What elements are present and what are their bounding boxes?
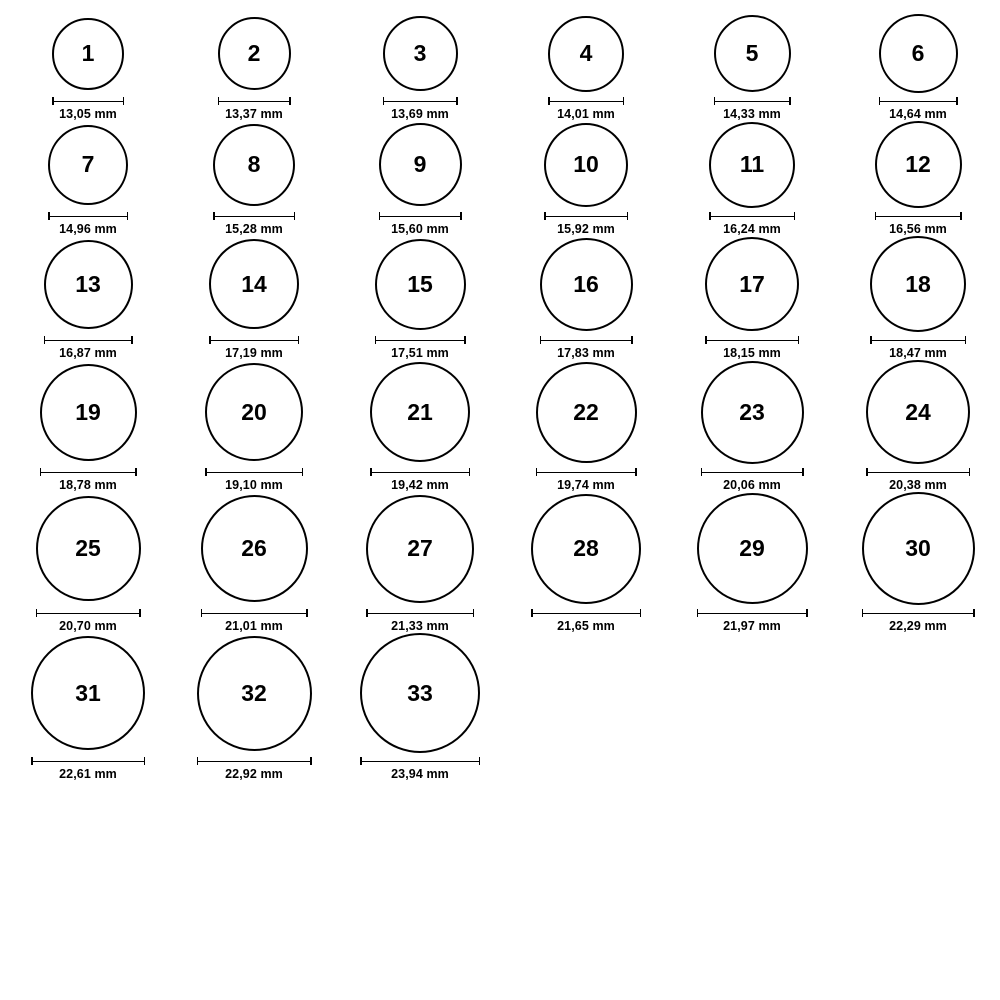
diameter-measure: [218, 97, 291, 121]
diameter-label: 17,83 mm: [557, 346, 615, 360]
ring-size-cell[interactable]: [176, 360, 332, 492]
ring-circle-icon: [366, 495, 474, 603]
ring-size-number: 9: [413, 151, 427, 177]
ring-size-cell[interactable]: [840, 360, 996, 492]
diameter-label: 16,56 mm: [889, 222, 947, 236]
measure-bar-icon: [201, 609, 308, 617]
diameter-label: 18,78 mm: [59, 478, 117, 492]
diameter-measure: [536, 468, 637, 492]
diameter-measure: [383, 97, 458, 121]
measure-bar-icon: [548, 97, 624, 105]
measure-bar-icon: [701, 468, 804, 476]
measure-bar-icon: [197, 757, 312, 765]
diameter-measure: [540, 336, 633, 360]
diameter-measure: [862, 609, 975, 633]
ring-circle-icon: [879, 14, 958, 93]
ring-circle-wrap: [370, 360, 470, 464]
ring-size-cell[interactable]: [508, 360, 664, 492]
ring-circle-wrap: [218, 14, 291, 93]
ring-size-number: 10: [573, 151, 599, 177]
ring-circle-wrap: [201, 492, 308, 605]
ring-size-cell[interactable]: [508, 492, 664, 633]
ring-circle-wrap: [862, 492, 975, 605]
ring-circle-icon: [201, 495, 308, 602]
ring-size-cell[interactable]: [674, 121, 830, 236]
ring-size-cell[interactable]: [508, 236, 664, 360]
ring-circle-wrap: [879, 14, 958, 93]
ring-circle-icon: [218, 17, 291, 90]
size-row: [0, 633, 1000, 781]
ring-circle-wrap: [36, 492, 141, 605]
measure-bar-icon: [218, 97, 291, 105]
ring-size-cell[interactable]: [176, 633, 332, 781]
diameter-label: 22,61 mm: [59, 767, 117, 781]
ring-circle-icon: [52, 18, 124, 90]
measure-bar-icon: [379, 212, 462, 220]
diameter-label: 16,24 mm: [723, 222, 781, 236]
ring-size-cell[interactable]: [342, 14, 498, 121]
diameter-measure: [375, 336, 466, 360]
ring-size-cell[interactable]: [176, 121, 332, 236]
ring-circle-wrap: [548, 14, 624, 93]
ring-circle-wrap: [48, 121, 128, 208]
diameter-measure: [213, 212, 295, 236]
diameter-label: 13,37 mm: [225, 107, 283, 121]
ring-size-cell[interactable]: [342, 121, 498, 236]
ring-circle-icon: [205, 363, 303, 461]
diameter-measure: [31, 757, 145, 781]
diameter-label: 23,94 mm: [391, 767, 449, 781]
ring-circle-icon: [701, 361, 804, 464]
diameter-label: 21,33 mm: [391, 619, 449, 633]
measure-bar-icon: [870, 336, 966, 344]
measure-bar-icon: [705, 336, 799, 344]
ring-size-cell[interactable]: [176, 236, 332, 360]
ring-size-cell[interactable]: [674, 492, 830, 633]
diameter-measure: [544, 212, 628, 236]
ring-circle-wrap: [714, 14, 791, 93]
ring-size-cell[interactable]: [674, 14, 830, 121]
diameter-label: 19,42 mm: [391, 478, 449, 492]
ring-circle-wrap: [866, 360, 970, 464]
ring-circle-icon: [862, 492, 975, 605]
size-row: [0, 360, 1000, 492]
ring-size-number: 4: [579, 40, 593, 66]
diameter-label: 19,74 mm: [557, 478, 615, 492]
size-row: [0, 14, 1000, 121]
ring-size-cell[interactable]: [342, 360, 498, 492]
ring-circle-wrap: [544, 121, 628, 208]
ring-size-cell[interactable]: [342, 236, 498, 360]
ring-size-cell[interactable]: [674, 236, 830, 360]
ring-size-number: 13: [75, 270, 101, 297]
ring-size-number: 20: [241, 398, 267, 425]
ring-circle-icon: [870, 236, 966, 332]
ring-size-number: 2: [247, 40, 261, 66]
ring-size-number: 25: [75, 535, 101, 561]
diameter-label: 13,69 mm: [391, 107, 449, 121]
ring-circle-icon: [209, 239, 299, 329]
diameter-label: 17,19 mm: [225, 346, 283, 360]
ring-circle-wrap: [52, 14, 124, 93]
ring-size-number: 33: [407, 679, 433, 706]
ring-circle-wrap: [213, 121, 295, 208]
ring-size-cell[interactable]: [10, 360, 166, 492]
ring-circle-icon: [36, 496, 141, 601]
measure-bar-icon: [44, 336, 133, 344]
measure-bar-icon: [360, 757, 480, 765]
ring-circle-wrap: [383, 14, 458, 93]
diameter-measure: [714, 97, 791, 121]
diameter-label: 21,97 mm: [723, 619, 781, 633]
measure-bar-icon: [875, 212, 962, 220]
ring-circle-icon: [48, 125, 128, 205]
ring-size-number: 15: [407, 270, 433, 297]
ring-circle-wrap: [870, 236, 966, 332]
ring-size-cell[interactable]: [10, 14, 166, 121]
ring-circle-icon: [40, 364, 137, 461]
ring-circle-icon: [714, 15, 791, 92]
diameter-label: 18,47 mm: [889, 346, 947, 360]
ring-circle-wrap: [205, 360, 303, 464]
measure-bar-icon: [697, 609, 808, 617]
ring-size-number: 14: [241, 270, 267, 297]
diameter-measure: [866, 468, 970, 492]
ring-size-number: 24: [905, 398, 931, 425]
ring-circle-wrap: [44, 236, 133, 332]
diameter-label: 22,29 mm: [889, 619, 947, 633]
diameter-label: 15,92 mm: [557, 222, 615, 236]
ring-size-number: 7: [81, 151, 95, 177]
ring-circle-icon: [31, 636, 145, 750]
diameter-label: 21,65 mm: [557, 619, 615, 633]
diameter-measure: [209, 336, 299, 360]
measure-bar-icon: [879, 97, 958, 105]
measure-bar-icon: [714, 97, 791, 105]
diameter-label: 15,28 mm: [225, 222, 283, 236]
measure-bar-icon: [370, 468, 470, 476]
ring-circle-icon: [531, 494, 641, 604]
measure-bar-icon: [213, 212, 295, 220]
ring-size-cell[interactable]: [508, 14, 664, 121]
ring-circle-wrap: [875, 121, 962, 208]
measure-bar-icon: [544, 212, 628, 220]
diameter-label: 22,92 mm: [225, 767, 283, 781]
ring-circle-icon: [370, 362, 470, 462]
ring-circle-icon: [44, 240, 133, 329]
ring-size-number: 19: [75, 398, 101, 425]
ring-size-cell[interactable]: [840, 121, 996, 236]
ring-size-cell[interactable]: [342, 492, 498, 633]
ring-size-cell[interactable]: [674, 360, 830, 492]
ring-size-number: 12: [905, 151, 931, 177]
ring-circle-icon: [375, 239, 466, 330]
ring-size-cell[interactable]: [10, 236, 166, 360]
diameter-measure: [52, 97, 124, 121]
measure-bar-icon: [209, 336, 299, 344]
ring-circle-icon: [697, 493, 808, 604]
ring-circle-icon: [875, 121, 962, 208]
ring-size-cell[interactable]: [508, 121, 664, 236]
diameter-measure: [205, 468, 303, 492]
diameter-label: 14,64 mm: [889, 107, 947, 121]
ring-circle-icon: [866, 360, 970, 464]
diameter-measure: [370, 468, 470, 492]
diameter-measure: [697, 609, 808, 633]
diameter-measure: [709, 212, 795, 236]
measure-bar-icon: [36, 609, 141, 617]
ring-size-number: 26: [241, 535, 267, 561]
ring-size-number: 11: [739, 151, 765, 177]
ring-size-number: 17: [739, 270, 765, 297]
diameter-measure: [44, 336, 133, 360]
measure-bar-icon: [31, 757, 145, 765]
ring-size-number: 1: [81, 40, 95, 66]
diameter-measure: [705, 336, 799, 360]
ring-size-number: 32: [241, 679, 267, 706]
size-row: [0, 492, 1000, 633]
diameter-label: 17,51 mm: [391, 346, 449, 360]
measure-bar-icon: [205, 468, 303, 476]
ring-circle-wrap: [375, 236, 466, 332]
ring-circle-icon: [536, 362, 637, 463]
ring-size-number: 3: [413, 40, 427, 66]
diameter-measure: [366, 609, 474, 633]
diameter-label: 20,06 mm: [723, 478, 781, 492]
ring-circle-wrap: [697, 492, 808, 605]
ring-size-cell[interactable]: [176, 14, 332, 121]
ring-circle-wrap: [709, 121, 795, 208]
ring-size-number: 22: [573, 398, 599, 425]
ring-size-number: 30: [905, 535, 931, 561]
ring-size-cell[interactable]: [840, 236, 996, 360]
ring-circle-wrap: [701, 360, 804, 464]
measure-bar-icon: [862, 609, 975, 617]
diameter-measure: [548, 97, 624, 121]
measure-bar-icon: [866, 468, 970, 476]
ring-size-number: 16: [573, 270, 599, 297]
ring-circle-icon: [548, 16, 624, 92]
ring-circle-icon: [544, 123, 628, 207]
diameter-measure: [36, 609, 141, 633]
ring-circle-wrap: [366, 492, 474, 605]
ring-circle-wrap: [197, 633, 312, 753]
diameter-label: 13,05 mm: [59, 107, 117, 121]
diameter-label: 14,33 mm: [723, 107, 781, 121]
diameter-measure: [379, 212, 462, 236]
ring-circle-icon: [709, 122, 795, 208]
ring-circle-wrap: [536, 360, 637, 464]
ring-circle-wrap: [531, 492, 641, 605]
ring-size-cell[interactable]: [176, 492, 332, 633]
ring-size-number: 27: [407, 535, 433, 561]
ring-circle-wrap: [540, 236, 633, 332]
ring-circle-icon: [360, 633, 480, 753]
measure-bar-icon: [48, 212, 128, 220]
ring-circle-icon: [383, 16, 458, 91]
measure-bar-icon: [383, 97, 458, 105]
measure-bar-icon: [540, 336, 633, 344]
measure-bar-icon: [531, 609, 641, 617]
ring-size-cell[interactable]: [840, 492, 996, 633]
diameter-label: 14,96 mm: [59, 222, 117, 236]
ring-size-number: 23: [739, 398, 765, 425]
diameter-label: 18,15 mm: [723, 346, 781, 360]
size-row: [0, 236, 1000, 360]
size-row: [0, 121, 1000, 236]
measure-bar-icon: [52, 97, 124, 105]
ring-size-number: 8: [247, 151, 261, 177]
measure-bar-icon: [366, 609, 474, 617]
ring-circle-icon: [705, 237, 799, 331]
ring-size-number: 18: [905, 270, 931, 297]
diameter-label: 14,01 mm: [557, 107, 615, 121]
diameter-label: 16,87 mm: [59, 346, 117, 360]
diameter-measure: [531, 609, 641, 633]
ring-circle-wrap: [360, 633, 480, 753]
ring-circle-icon: [197, 636, 312, 751]
ring-circle-wrap: [705, 236, 799, 332]
ring-size-cell[interactable]: [10, 633, 166, 781]
diameter-label: 20,38 mm: [889, 478, 947, 492]
diameter-measure: [40, 468, 137, 492]
diameter-measure: [197, 757, 312, 781]
diameter-label: 15,60 mm: [391, 222, 449, 236]
ring-circle-wrap: [31, 633, 145, 753]
ring-size-cell[interactable]: [342, 633, 498, 781]
diameter-label: 20,70 mm: [59, 619, 117, 633]
measure-bar-icon: [536, 468, 637, 476]
diameter-label: 19,10 mm: [225, 478, 283, 492]
ring-size-cell[interactable]: [840, 14, 996, 121]
ring-size-cell[interactable]: [10, 121, 166, 236]
ring-size-number: 31: [75, 679, 101, 706]
ring-circle-wrap: [209, 236, 299, 332]
ring-circle-icon: [540, 238, 633, 331]
diameter-measure: [870, 336, 966, 360]
diameter-measure: [701, 468, 804, 492]
measure-bar-icon: [709, 212, 795, 220]
ring-circle-icon: [213, 124, 295, 206]
diameter-measure: [360, 757, 480, 781]
ring-circle-wrap: [379, 121, 462, 208]
ring-size-number: 21: [407, 398, 433, 425]
ring-size-number: 29: [739, 535, 765, 561]
measure-bar-icon: [375, 336, 466, 344]
diameter-measure: [201, 609, 308, 633]
ring-size-cell[interactable]: [10, 492, 166, 633]
diameter-measure: [879, 97, 958, 121]
ring-circle-wrap: [40, 360, 137, 464]
ring-size-number: 5: [745, 40, 759, 66]
ring-size-number: 6: [911, 40, 925, 66]
ring-size-number: 28: [573, 535, 599, 561]
diameter-measure: [875, 212, 962, 236]
diameter-measure: [48, 212, 128, 236]
diameter-label: 21,01 mm: [225, 619, 283, 633]
ring-circle-icon: [379, 123, 462, 206]
measure-bar-icon: [40, 468, 137, 476]
